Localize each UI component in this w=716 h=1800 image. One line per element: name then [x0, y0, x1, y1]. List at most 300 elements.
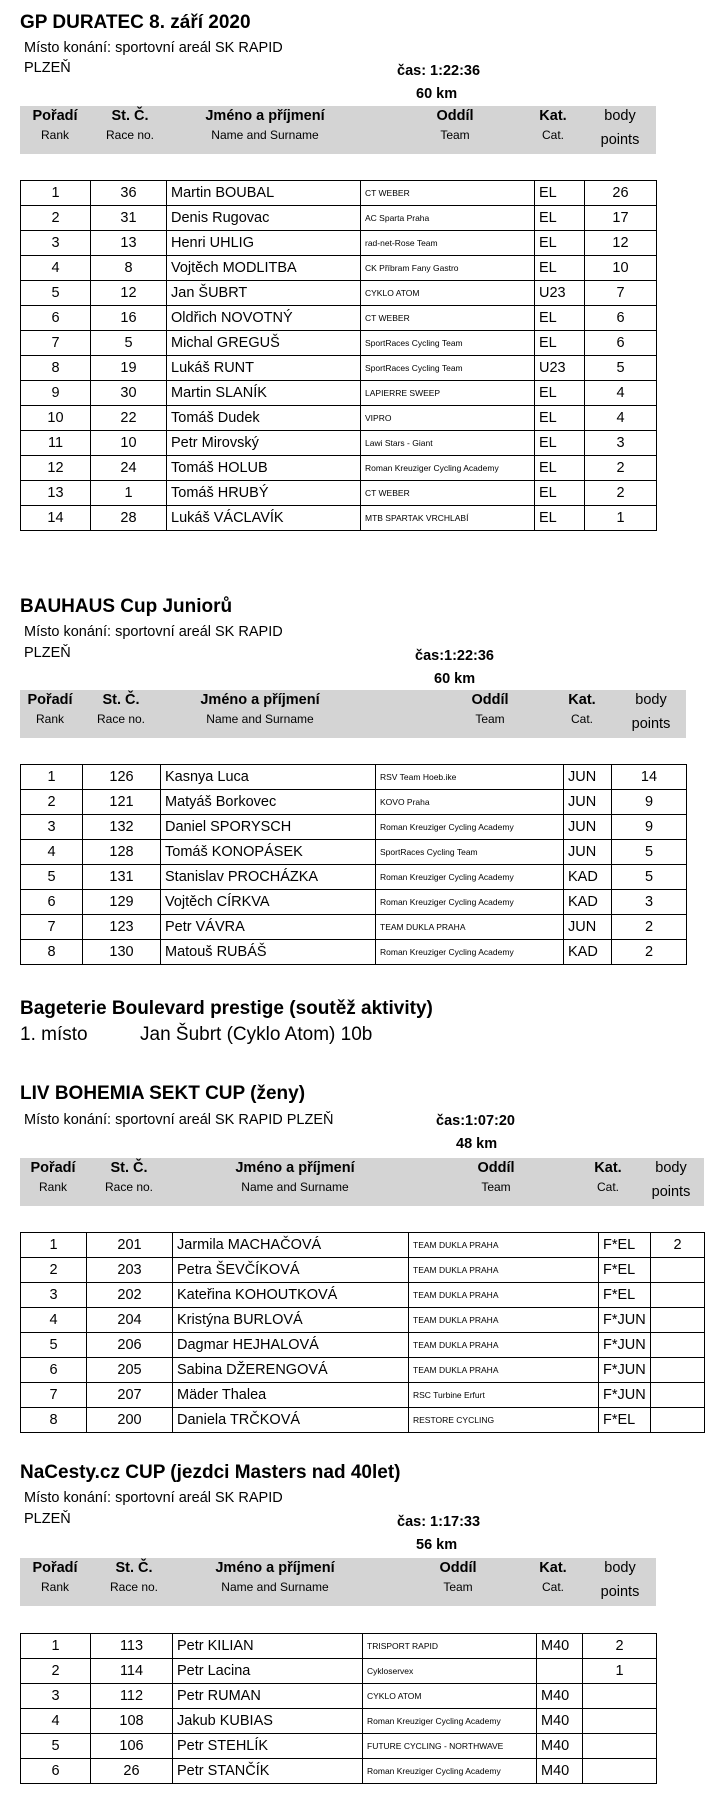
table-row	[21, 1734, 657, 1759]
table-row	[21, 1358, 705, 1383]
cell-rank: 5	[21, 1734, 91, 1759]
cell-points: 2	[585, 456, 657, 481]
venue-text: Místo konání: sportovní areál SK RAPID PLZEŇ	[24, 1112, 334, 1128]
header-rank-en: Rank	[35, 712, 64, 726]
cell-category: JUN	[564, 765, 612, 790]
cell-rank: 12	[21, 456, 91, 481]
header-cat: Kat.	[539, 1560, 567, 1576]
table-header	[20, 106, 656, 154]
cell-points: 4	[585, 381, 657, 406]
header-cat: Kat.	[539, 108, 567, 124]
cell-race-no: 26	[91, 1759, 173, 1784]
cell-team: SportRaces Cycling Team	[361, 356, 535, 381]
cell-category: EL	[535, 381, 585, 406]
cell-rank: 6	[21, 1759, 91, 1784]
cell-points: 1	[585, 506, 657, 531]
header-rank-en: Rank	[40, 1580, 69, 1594]
table-row	[21, 1634, 657, 1659]
cell-team: TEAM DUKLA PRAHA	[409, 1308, 599, 1333]
cell-points: 17	[585, 206, 657, 231]
cell-rank: 1	[21, 1634, 91, 1659]
cell-name: Tomáš KONOPÁSEK	[161, 840, 376, 865]
cell-rank: 8	[21, 940, 83, 965]
header-no: St. Č.	[110, 1160, 148, 1176]
cell-category: JUN	[564, 815, 612, 840]
header-team-en: Team	[443, 1580, 473, 1594]
cell-name: Petr STANČÍK	[173, 1759, 363, 1784]
cell-category: M40	[537, 1734, 583, 1759]
cell-team: TEAM DUKLA PRAHA	[409, 1258, 599, 1283]
cell-race-no: 205	[87, 1358, 173, 1383]
cell-name: Daniel SPORYSCH	[161, 815, 376, 840]
header-team-en: Team	[481, 1180, 511, 1194]
cell-points: 2	[583, 1634, 657, 1659]
results-section-gp-duratec	[0, 0, 716, 540]
cell-name: Tomáš Dudek	[167, 406, 361, 431]
special-place: 1. místo	[20, 1024, 88, 1045]
cell-points: 7	[585, 281, 657, 306]
cell-rank: 10	[21, 406, 91, 431]
cell-category: JUN	[564, 790, 612, 815]
header-no-en: Race no.	[109, 1580, 159, 1594]
cell-category: EL	[535, 406, 585, 431]
cell-race-no: 30	[91, 381, 167, 406]
cell-race-no: 207	[87, 1383, 173, 1408]
cell-points: 12	[585, 231, 657, 256]
cell-name: Tomáš HOLUB	[167, 456, 361, 481]
table-row	[21, 431, 657, 456]
cell-rank: 3	[21, 231, 91, 256]
table-row	[21, 1233, 705, 1258]
header-rank-en: Rank	[40, 128, 69, 142]
special-award-section	[0, 985, 716, 1045]
cell-name: Martin SLANÍK	[167, 381, 361, 406]
header-cat-en: Cat.	[570, 712, 593, 726]
cell-name: Matyáš Borkovec	[161, 790, 376, 815]
header-rank: Pořadí	[27, 692, 73, 708]
table-row	[21, 1333, 705, 1358]
cell-race-no: 129	[83, 890, 161, 915]
table-row	[21, 1383, 705, 1408]
cell-category: M40	[537, 1709, 583, 1734]
section-title: BAUHAUS Cup Juniorů	[20, 596, 233, 617]
header-points-en: points	[631, 716, 671, 732]
header-team: Oddíl	[439, 1560, 477, 1576]
cell-category: EL	[535, 206, 585, 231]
cell-race-no: 12	[91, 281, 167, 306]
city-text: PLZEŇ	[24, 645, 71, 661]
cell-team: TEAM DUKLA PRAHA	[376, 915, 564, 940]
cell-points: 2	[612, 915, 687, 940]
cell-race-no: 121	[83, 790, 161, 815]
table-header	[20, 690, 686, 738]
table-row	[21, 381, 657, 406]
results-table	[20, 1633, 657, 1784]
cell-category: U23	[535, 356, 585, 381]
results-section-liv-bohemia	[0, 1075, 716, 1445]
cell-rank: 2	[21, 1659, 91, 1684]
cell-race-no: 200	[87, 1408, 173, 1433]
special-winner: Jan Šubrt (Cyklo Atom) 10b	[140, 1024, 373, 1045]
race-time: čas:1:07:20	[436, 1113, 515, 1129]
header-no: St. Č.	[102, 692, 140, 708]
cell-category: M40	[537, 1759, 583, 1784]
cell-team: rad-net-Rose Team	[361, 231, 535, 256]
table-row	[21, 1709, 657, 1734]
cell-category: JUN	[564, 840, 612, 865]
cell-team: CT WEBER	[361, 481, 535, 506]
cell-race-no: 8	[91, 256, 167, 281]
header-cat: Kat.	[568, 692, 596, 708]
cell-rank: 7	[21, 915, 83, 940]
table-row	[21, 181, 657, 206]
cell-points: 10	[585, 256, 657, 281]
cell-rank: 2	[21, 206, 91, 231]
cell-team: Roman Kreuziger Cycling Academy	[363, 1759, 537, 1784]
table-row	[21, 281, 657, 306]
cell-name: Daniela TRČKOVÁ	[173, 1408, 409, 1433]
section-title: NaCesty.cz CUP (jezdci Masters nad 40let)	[20, 1462, 401, 1483]
cell-category: F*EL	[599, 1233, 651, 1258]
results-section-nacesty-cup	[0, 1450, 716, 1800]
cell-category: EL	[535, 256, 585, 281]
cell-race-no: 28	[91, 506, 167, 531]
table-row	[21, 506, 657, 531]
cell-rank: 13	[21, 481, 91, 506]
cell-points	[583, 1709, 657, 1734]
cell-team: Roman Kreuziger Cycling Academy	[376, 890, 564, 915]
cell-name: Henri UHLIG	[167, 231, 361, 256]
cell-category	[537, 1659, 583, 1684]
cell-team: FUTURE CYCLING - NORTHWAVE	[363, 1734, 537, 1759]
cell-category: KAD	[564, 865, 612, 890]
cell-name: Matouš RUBÁŠ	[161, 940, 376, 965]
header-rank: Pořadí	[32, 1560, 78, 1576]
cell-points	[651, 1408, 705, 1433]
cell-name: Vojtěch MODLITBA	[167, 256, 361, 281]
cell-team: Cykloservex	[363, 1659, 537, 1684]
cell-points: 3	[585, 431, 657, 456]
cell-name: Petr KILIAN	[173, 1634, 363, 1659]
cell-points: 14	[612, 765, 687, 790]
cell-race-no: 1	[91, 481, 167, 506]
cell-category: EL	[535, 456, 585, 481]
header-name: Jméno a příjmení	[215, 1560, 335, 1576]
header-points: body	[604, 108, 636, 124]
cell-points: 5	[612, 840, 687, 865]
cell-rank: 4	[21, 1308, 87, 1333]
header-rank: Pořadí	[30, 1160, 76, 1176]
cell-name: Stanislav PROCHÁZKA	[161, 865, 376, 890]
cell-rank: 2	[21, 790, 83, 815]
cell-points: 26	[585, 181, 657, 206]
table-row	[21, 765, 687, 790]
race-distance: 48 km	[456, 1136, 498, 1152]
cell-name: Denis Rugovac	[167, 206, 361, 231]
cell-name: Kateřina KOHOUTKOVÁ	[173, 1283, 409, 1308]
cell-points	[651, 1383, 705, 1408]
cell-category: F*JUN	[599, 1358, 651, 1383]
cell-rank: 4	[21, 1709, 91, 1734]
table-row	[21, 940, 687, 965]
cell-name: Sabina DŽERENGOVÁ	[173, 1358, 409, 1383]
cell-category: F*EL	[599, 1283, 651, 1308]
cell-team: Roman Kreuziger Cycling Academy	[376, 865, 564, 890]
cell-race-no: 204	[87, 1308, 173, 1333]
cell-rank: 1	[21, 765, 83, 790]
table-header	[20, 1158, 704, 1206]
cell-race-no: 108	[91, 1709, 173, 1734]
cell-category: F*JUN	[599, 1308, 651, 1333]
cell-race-no: 112	[91, 1684, 173, 1709]
cell-name: Petr RUMAN	[173, 1684, 363, 1709]
header-team: Oddíl	[477, 1160, 515, 1176]
cell-race-no: 19	[91, 356, 167, 381]
cell-race-no: 113	[91, 1634, 173, 1659]
cell-name: Lukáš VÁCLAVÍK	[167, 506, 361, 531]
cell-name: Petr Lacina	[173, 1659, 363, 1684]
cell-team: Roman Kreuziger Cycling Academy	[376, 815, 564, 840]
cell-team: TEAM DUKLA PRAHA	[409, 1283, 599, 1308]
cell-name: Petra ŠEVČÍKOVÁ	[173, 1258, 409, 1283]
table-row	[21, 356, 657, 381]
results-table-body	[21, 1634, 657, 1784]
header-name-en: Name and Surname	[211, 128, 319, 142]
cell-points: 5	[612, 865, 687, 890]
header-name-en: Name and Surname	[221, 1580, 329, 1594]
cell-points: 2	[612, 940, 687, 965]
table-row	[21, 256, 657, 281]
cell-points: 6	[585, 306, 657, 331]
cell-category: KAD	[564, 940, 612, 965]
cell-team: CYKLO ATOM	[363, 1684, 537, 1709]
results-table-body	[21, 765, 687, 965]
cell-name: Kasnya Luca	[161, 765, 376, 790]
results-section-bauhaus-cup	[0, 585, 716, 975]
table-row	[21, 1408, 705, 1433]
cell-rank: 14	[21, 506, 91, 531]
cell-rank: 3	[21, 815, 83, 840]
cell-rank: 7	[21, 1383, 87, 1408]
cell-points	[651, 1333, 705, 1358]
cell-name: Vojtěch CÍRKVA	[161, 890, 376, 915]
cell-category: F*JUN	[599, 1333, 651, 1358]
cell-race-no: 123	[83, 915, 161, 940]
cell-race-no: 5	[91, 331, 167, 356]
venue-text: Místo konání: sportovní areál SK RAPID	[24, 40, 283, 56]
header-rank: Pořadí	[32, 108, 78, 124]
cell-team: Lawi Stars - Giant	[361, 431, 535, 456]
cell-race-no: 31	[91, 206, 167, 231]
header-points-en: points	[600, 1584, 640, 1600]
cell-category: EL	[535, 181, 585, 206]
results-table	[20, 764, 687, 965]
results-table-body	[21, 1233, 705, 1433]
cell-rank: 3	[21, 1283, 87, 1308]
cell-rank: 4	[21, 256, 91, 281]
cell-category: EL	[535, 481, 585, 506]
cell-rank: 5	[21, 865, 83, 890]
race-time: čas:1:22:36	[415, 648, 494, 664]
cell-name: Lukáš RUNT	[167, 356, 361, 381]
race-distance: 56 km	[416, 1537, 458, 1553]
cell-rank: 9	[21, 381, 91, 406]
race-time: čas: 1:17:33	[397, 1514, 481, 1530]
cell-team: TRISPORT RAPID	[363, 1634, 537, 1659]
table-row	[21, 790, 687, 815]
results-table-body	[21, 181, 657, 531]
cell-points	[583, 1684, 657, 1709]
header-cat-en: Cat.	[596, 1180, 619, 1194]
header-no-en: Race no.	[104, 1180, 154, 1194]
header-no: St. Č.	[115, 1560, 153, 1576]
cell-category: EL	[535, 506, 585, 531]
header-no: St. Č.	[111, 108, 149, 124]
cell-race-no: 114	[91, 1659, 173, 1684]
cell-category: JUN	[564, 915, 612, 940]
header-team-en: Team	[475, 712, 505, 726]
cell-category: M40	[537, 1684, 583, 1709]
cell-race-no: 201	[87, 1233, 173, 1258]
cell-team: MTB SPARTAK VRCHLABÍ	[361, 506, 535, 531]
cell-points: 3	[612, 890, 687, 915]
cell-category: U23	[535, 281, 585, 306]
table-row	[21, 481, 657, 506]
city-text: PLZEŇ	[24, 60, 71, 76]
header-cat-en: Cat.	[541, 1580, 564, 1594]
cell-race-no: 130	[83, 940, 161, 965]
table-row	[21, 1659, 657, 1684]
cell-race-no: 24	[91, 456, 167, 481]
cell-team: RSC Turbine Erfurt	[409, 1383, 599, 1408]
table-row	[21, 206, 657, 231]
table-header	[20, 1558, 656, 1606]
cell-points: 9	[612, 790, 687, 815]
cell-race-no: 13	[91, 231, 167, 256]
table-row	[21, 815, 687, 840]
cell-team: TEAM DUKLA PRAHA	[409, 1358, 599, 1383]
cell-team: LAPIERRE SWEEP	[361, 381, 535, 406]
cell-rank: 11	[21, 431, 91, 456]
race-time: čas: 1:22:36	[397, 63, 481, 79]
cell-race-no: 106	[91, 1734, 173, 1759]
cell-name: Martin BOUBAL	[167, 181, 361, 206]
cell-name: Jarmila MACHAČOVÁ	[173, 1233, 409, 1258]
table-row	[21, 915, 687, 940]
section-title: GP DURATEC 8. září 2020	[20, 12, 251, 33]
cell-rank: 5	[21, 281, 91, 306]
table-row	[21, 306, 657, 331]
header-name: Jméno a příjmení	[205, 108, 325, 124]
cell-team: CYKLO ATOM	[361, 281, 535, 306]
cell-name: Petr STEHLÍK	[173, 1734, 363, 1759]
cell-rank: 3	[21, 1684, 91, 1709]
table-row	[21, 840, 687, 865]
table-row	[21, 1283, 705, 1308]
cell-category: KAD	[564, 890, 612, 915]
city-text: PLZEŇ	[24, 1511, 71, 1527]
cell-team: RSV Team Hoeb.ike	[376, 765, 564, 790]
cell-points	[651, 1258, 705, 1283]
table-row	[21, 890, 687, 915]
cell-points	[651, 1283, 705, 1308]
table-row	[21, 865, 687, 890]
header-points: body	[635, 692, 667, 708]
cell-rank: 5	[21, 1333, 87, 1358]
cell-category: EL	[535, 306, 585, 331]
cell-points: 5	[585, 356, 657, 381]
cell-points: 2	[585, 481, 657, 506]
table-row	[21, 331, 657, 356]
cell-team: AC Sparta Praha	[361, 206, 535, 231]
table-row	[21, 1258, 705, 1283]
header-points: body	[655, 1160, 687, 1176]
cell-points	[583, 1759, 657, 1784]
results-table	[20, 180, 657, 531]
cell-race-no: 203	[87, 1258, 173, 1283]
cell-team: SportRaces Cycling Team	[361, 331, 535, 356]
cell-name: Petr VÁVRA	[161, 915, 376, 940]
cell-team: VIPRO	[361, 406, 535, 431]
cell-team: RESTORE CYCLING	[409, 1408, 599, 1433]
cell-rank: 4	[21, 840, 83, 865]
cell-team: Roman Kreuziger Cycling Academy	[361, 456, 535, 481]
header-name-en: Name and Surname	[206, 712, 314, 726]
venue-text: Místo konání: sportovní areál SK RAPID	[24, 1490, 283, 1506]
header-no-en: Race no.	[96, 712, 146, 726]
cell-name: Mäder Thalea	[173, 1383, 409, 1408]
header-no-en: Race no.	[105, 128, 155, 142]
header-team: Oddíl	[471, 692, 509, 708]
header-name: Jméno a příjmení	[235, 1160, 355, 1176]
cell-race-no: 202	[87, 1283, 173, 1308]
cell-category: F*EL	[599, 1258, 651, 1283]
cell-category: EL	[535, 231, 585, 256]
cell-race-no: 128	[83, 840, 161, 865]
header-team: Oddíl	[436, 108, 474, 124]
table-row	[21, 1684, 657, 1709]
header-name: Jméno a příjmení	[200, 692, 320, 708]
table-row	[21, 406, 657, 431]
race-distance: 60 km	[434, 671, 476, 687]
cell-category: F*EL	[599, 1408, 651, 1433]
table-row	[21, 1759, 657, 1784]
cell-points: 6	[585, 331, 657, 356]
cell-name: Jakub KUBIAS	[173, 1709, 363, 1734]
header-cat: Kat.	[594, 1160, 622, 1176]
cell-name: Tomáš HRUBÝ	[167, 481, 361, 506]
cell-race-no: 206	[87, 1333, 173, 1358]
header-cat-en: Cat.	[541, 128, 564, 142]
special-title: Bageterie Boulevard prestige (soutěž aktivity)	[20, 998, 433, 1019]
venue-text: Místo konání: sportovní areál SK RAPID	[24, 624, 283, 640]
cell-team: Roman Kreuziger Cycling Academy	[376, 940, 564, 965]
cell-team: KOVO Praha	[376, 790, 564, 815]
header-rank-en: Rank	[38, 1180, 67, 1194]
header-points-en: points	[651, 1184, 691, 1200]
table-row	[21, 1308, 705, 1333]
cell-race-no: 22	[91, 406, 167, 431]
cell-points	[651, 1358, 705, 1383]
cell-points: 9	[612, 815, 687, 840]
table-row	[21, 231, 657, 256]
header-points-en: points	[600, 132, 640, 148]
cell-rank: 7	[21, 331, 91, 356]
cell-race-no: 126	[83, 765, 161, 790]
cell-category: M40	[537, 1634, 583, 1659]
cell-team: TEAM DUKLA PRAHA	[409, 1233, 599, 1258]
cell-team: CK Příbram Fany Gastro	[361, 256, 535, 281]
